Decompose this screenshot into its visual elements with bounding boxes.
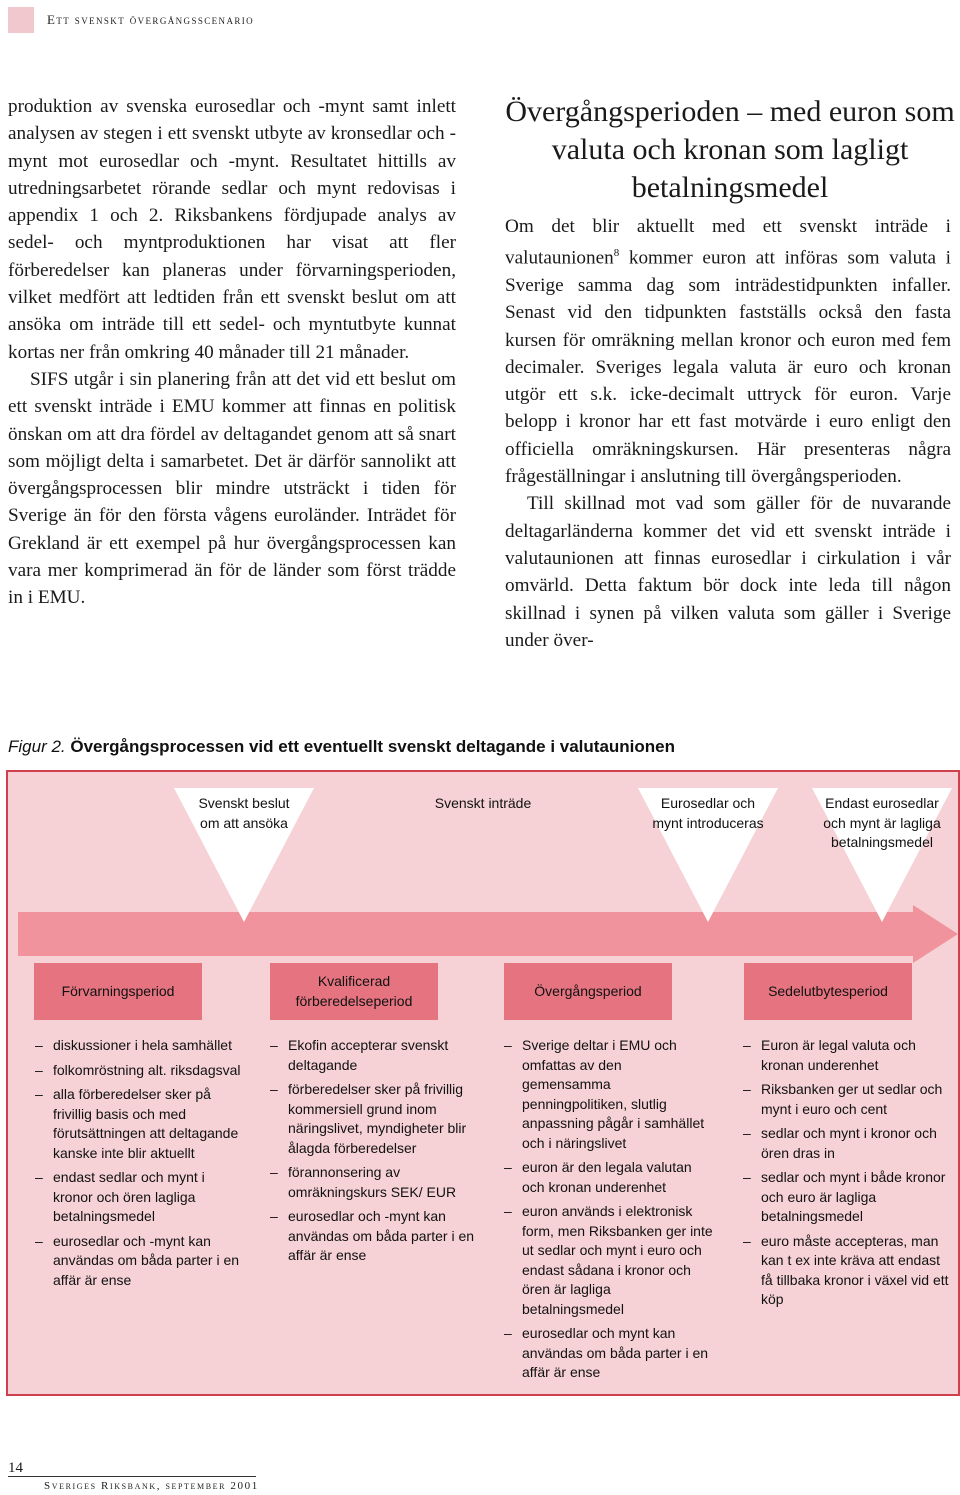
page-number: 14 (8, 1460, 23, 1476)
list-item: – alla förberedelser sker på frivillig basis och med förutsättningen att deltagande kanske inte blir aktuellt (35, 1085, 245, 1163)
right-paragraph-1 (505, 213, 951, 490)
period-box-4: Sedelutbytesperiod (744, 963, 912, 1020)
list-item: – endast sedlar och mynt i kronor och ören lagliga betalningsmedel (35, 1168, 245, 1227)
milestone-label-2: Svenskt inträde (434, 795, 532, 811)
footnote-marker: 8 (613, 247, 620, 260)
left-text-column (8, 93, 456, 612)
milestone-label-3: Eurosedlar och mynt introduceras (652, 795, 764, 831)
period-list-1 (35, 1036, 245, 1295)
period-box-1: Förvarningsperiod (34, 963, 202, 1020)
header-color-block (8, 7, 34, 33)
list-item: – euron är den legala valutan och kronan underenhet (504, 1158, 714, 1197)
list-item: – euron används i elektronisk form, men Riksbanken ger inte ut sedlar och mynt i euro och endast sådana i kronor och ören är lagliga betalningsmedel (504, 1202, 714, 1319)
period-list-4 (743, 1036, 953, 1315)
list-item: – eurosedlar och -mynt kan användas om båda parter i en affär är ense (35, 1232, 245, 1291)
section-heading: Övergångsperioden – med euron som valuta och kronan som lagligt betalningsmedel (505, 95, 955, 204)
left-paragraph-1: produktion av svenska eurosedlar och -mynt samt inlett analysen av stegen i ett svenskt utbyte av kronsedlar och -mynt mot eurosedlar och -mynt. Resultatet hittills av utredningsarbetet rörande sedlar och mynt redovisas i appendix 1 och 2. Riksbankens fördjupade analys av sedel- och myntproduktionen har visat att fler förberedelser kan planeras under förvarningsperioden, vilket medfört att ledtiden från ett svenskt beslut om att ansöka om inträde till ett sedel- och myntutbyte kunnat kortas ner från omkring 40 månader till 21 månader. (8, 96, 456, 363)
right-text-column (505, 213, 951, 654)
period-list-2 (270, 1036, 480, 1271)
list-item: – Riksbanken ger ut sedlar och mynt i euro och cent (743, 1080, 953, 1119)
period-list-3 (504, 1036, 714, 1388)
period-box-2: Kvalificerad förberedelseperiod (270, 963, 438, 1020)
footer-rule (8, 1476, 256, 1477)
list-item: – eurosedlar och mynt kan användas om båda parter i en affär är ense (504, 1324, 714, 1383)
list-item: – sedlar och mynt i kronor och ören dras in (743, 1124, 953, 1163)
list-item: – eurosedlar och -mynt kan användas om båda parter i en affär är ense (270, 1207, 480, 1266)
figure-title: Övergångsprocessen vid ett eventuellt svenskt deltagande i valutaunionen (70, 737, 675, 756)
right-paragraph-1-end: kommer euron att införas som valuta i Sverige samma dag som inträdestidpunkten infaller. Senast vid den tidpunkten fastställs också den fasta kursen för omräkning mellan kronor och euron med fem decimaler. Sveriges legala valuta är euro och kronan utgör ett s.k. icke-decimalt uttryck för euron. Varje belopp i kronor har ett fast motvärde i euro enligt den officiella omräkningskursen. Här presenteras några frågeställningar i anslutning till övergångsperioden. (505, 247, 951, 488)
list-item: – euro måste accepteras, man kan t ex inte kräva att endast få tillbaka kronor i växel vid ett köp (743, 1232, 953, 1310)
timeline-arrow (18, 905, 958, 963)
list-item: – sedlar och mynt i både kronor och euro är lagliga betalningsmedel (743, 1168, 953, 1227)
figure-label: Figur 2. (8, 737, 66, 756)
right-paragraph-2: Till skillnad mot vad som gäller för de nuvarande deltagarländerna kommer det vid ett svenskt inträde i valutaunionen att finnas eurosedlar i cirkulation i vår omvärld. Detta faktum bör dock inte leda till någon skillnad i synen på vilken valuta som gäller i Sverige under över- (505, 493, 951, 651)
list-item: – Ekofin accepterar svenskt deltagande (270, 1036, 480, 1075)
running-header: Ett svenskt övergångsscenario (47, 12, 255, 27)
milestone-label-1: Svenskt beslut om att ansöka (198, 795, 290, 831)
figure-caption (8, 737, 675, 757)
right-paragraph-1-start: Om det blir aktuellt med ett svenskt inträde i valutaunionen (505, 216, 951, 269)
footer-publication: Sveriges Riksbank, september 2001 (44, 1480, 259, 1492)
figure-diagram (6, 770, 960, 1396)
left-paragraph-2: SIFS utgår i sin planering från att det vid ett beslut om ett svenskt inträde i EMU kommer att finnas en politisk önskan om att dra fördel av deltagandet genom att så snart som möjligt delta i samarbetet. Det är därför sannolikt att övergångsprocessen blir mindre utsträckt i tiden för Sverige än för den första vågens euroländer. Inträdet för Grekland är ett exempel på hur övergångsprocessen kan vara mer komprimerad än för de länder som först trädde in i EMU. (8, 368, 456, 609)
list-item: – Sverige deltar i EMU och omfattas av den gemensamma penningpolitiken, slutlig anpassning pågår i samhället och i näringslivet (504, 1036, 714, 1153)
list-item: – diskussioner i hela samhället (35, 1036, 245, 1056)
list-item: – förberedelser sker på frivillig kommersiell grund inom näringslivet, myndigheter blir ålagda förberedelser (270, 1080, 480, 1158)
list-item: – förannonsering av omräkningskurs SEK/ EUR (270, 1163, 480, 1202)
list-item: – folkomröstning alt. riksdagsval (35, 1061, 245, 1081)
list-item: – Euron är legal valuta och kronan underenhet (743, 1036, 953, 1075)
milestone-label-4: Endast eurosedlar och mynt är lagliga betalningsmedel (823, 795, 941, 850)
period-box-3: Övergångsperiod (504, 963, 672, 1020)
